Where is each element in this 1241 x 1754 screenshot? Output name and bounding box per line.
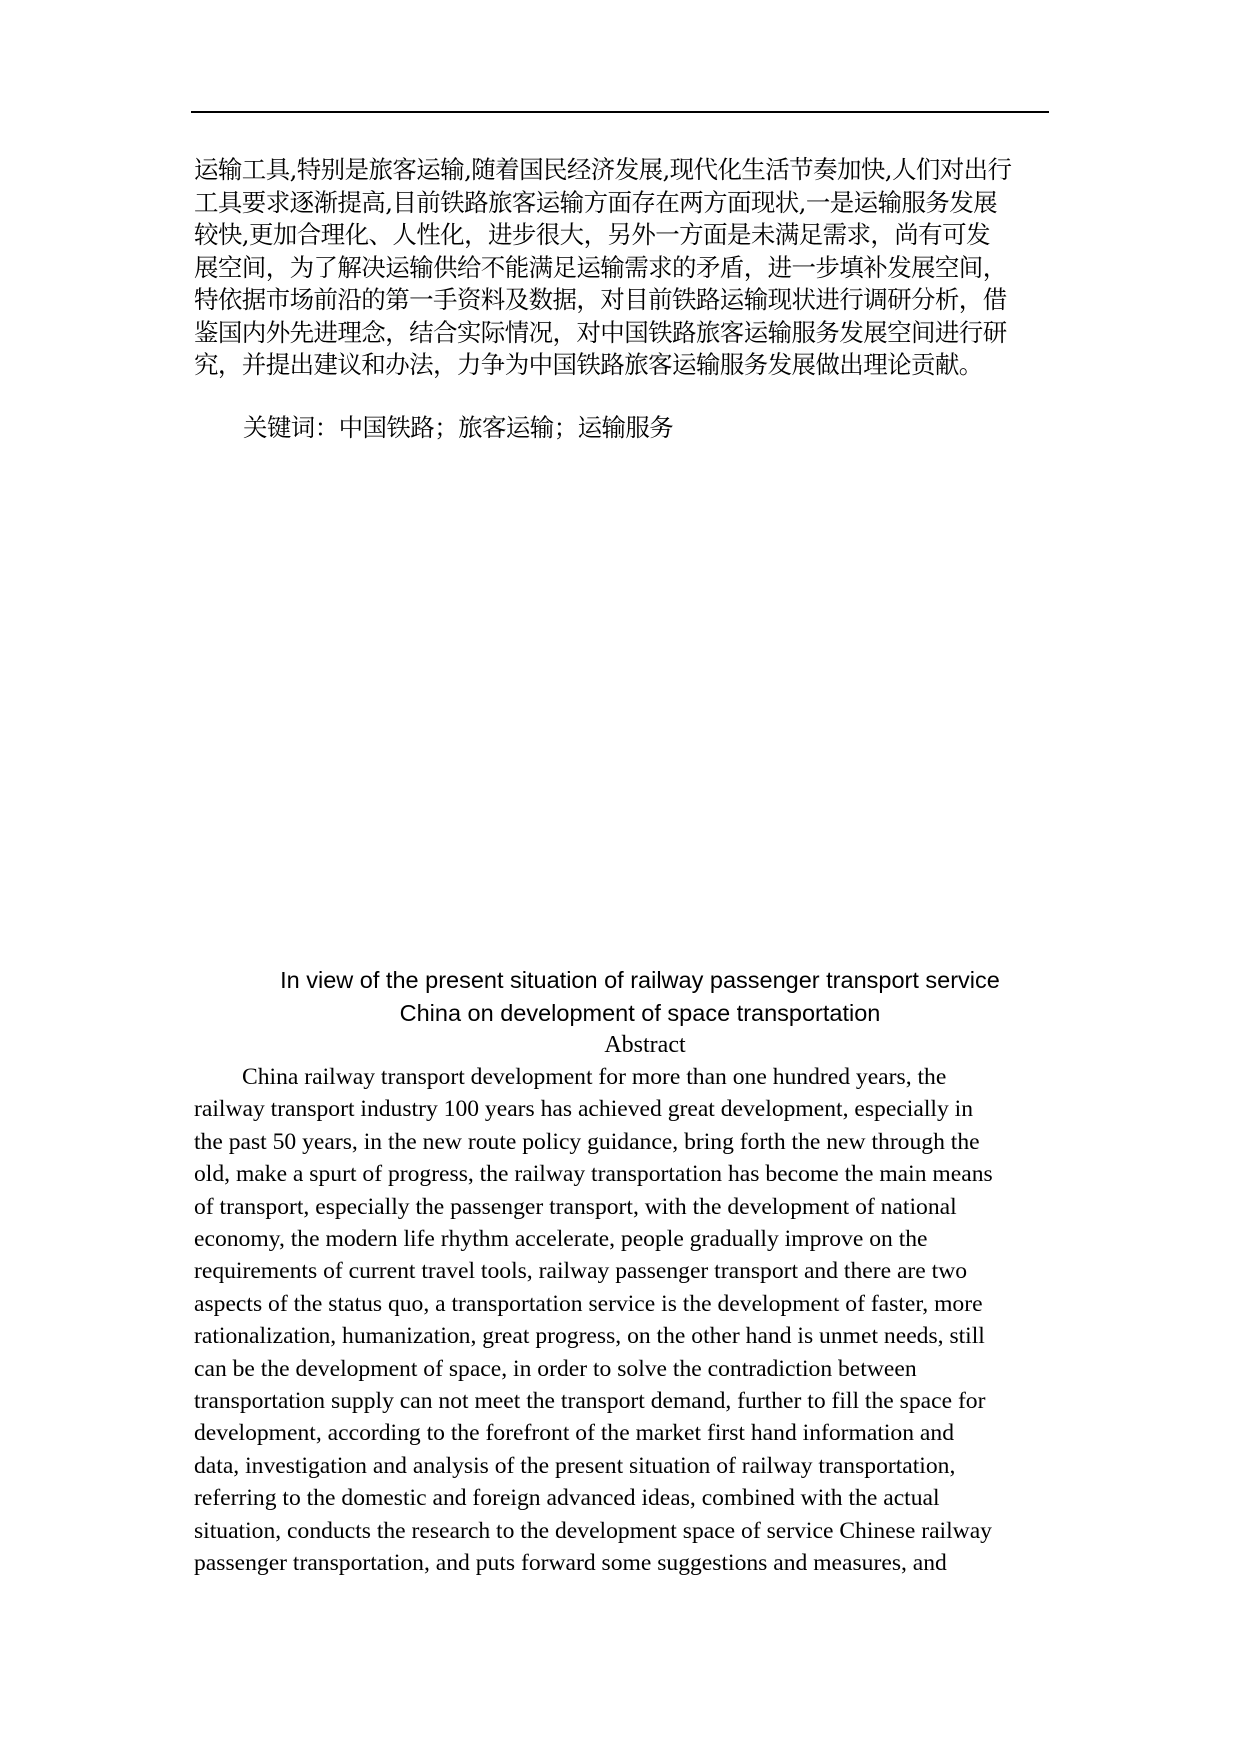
english-title-line: China on development of space transportation <box>399 999 881 1026</box>
chinese-abstract-line: 鉴国内外先进理念，结合实际情况，对中国铁路旅客运输服务发展空间进行研 <box>194 317 1007 347</box>
english-abstract-line: data, investigation and analysis of the present situation of railway transportation, <box>194 1452 956 1479</box>
chinese-abstract-line: 展空间，为了解决运输供给不能满足运输需求的矛盾，进一步填补发展空间， <box>194 252 1007 282</box>
chinese-abstract-body <box>194 154 1046 382</box>
abstract-heading: Abstract <box>604 1032 686 1058</box>
header-rule <box>191 111 1049 113</box>
english-abstract-line: economy, the modern life rhythm accelerate, people gradually improve on the <box>194 1226 928 1253</box>
english-abstract-line: the past 50 years, in the new route policy guidance, bring forth the new through the <box>194 1128 980 1155</box>
english-abstract-line: passenger transportation, and puts forward some suggestions and measures, and <box>194 1550 947 1577</box>
english-abstract-line: railway transport industry 100 years has achieved great development, especially in <box>194 1096 973 1123</box>
english-abstract-line: can be the development of space, in order to solve the contradiction between <box>194 1355 917 1382</box>
english-abstract-line: of transport, especially the passenger transport, with the development of national <box>194 1193 957 1220</box>
english-abstract-body <box>194 1061 1074 1580</box>
english-abstract-line: development, according to the forefront of the market first hand information and <box>194 1420 954 1447</box>
english-abstract-line: old, make a spurt of progress, the railway transportation has become the main means <box>194 1161 993 1188</box>
chinese-abstract-line: 特依据市场前沿的第一手资料及数据，对目前铁路运输现状进行调研分析，借 <box>194 285 1007 314</box>
english-abstract-line: aspects of the status quo, a transportation service is the development of faster, more <box>194 1290 983 1317</box>
chinese-abstract-line: 究，并提出建议和办法，力争为中国铁路旅客运输服务发展做出理论贡献。 <box>194 350 983 379</box>
english-abstract-line: situation, conducts the research to the development space of service Chinese railway <box>194 1517 992 1544</box>
chinese-abstract-line: 较快,更加合理化、人性化，进步很大，另外一方面是未满足需求，尚有可发 <box>194 220 990 249</box>
english-abstract-line: requirements of current travel tools, railway passenger transport and there are two <box>194 1258 968 1285</box>
chinese-abstract-line: 运输工具,特别是旅客运输,随着国民经济发展,现代化生活节奏加快,人们对出行 <box>194 155 1012 184</box>
english-abstract-line: transportation supply can not meet the transport demand, further to fill the space for <box>194 1388 986 1415</box>
english-title <box>180 964 1100 1029</box>
english-abstract-line: rationalization, humanization, great progress, on the other hand is unmet needs, still <box>194 1323 985 1350</box>
english-abstract-line: China railway transport development for more than one hundred years, the <box>242 1064 947 1090</box>
chinese-keywords: 关键词：中国铁路；旅客运输；运输服务 <box>243 413 674 442</box>
chinese-abstract-line: 工具要求逐渐提高,目前铁路旅客运输方面存在两方面现状,一是运输服务发展 <box>194 187 998 217</box>
english-title-line: In view of the present situation of railway passenger transport service <box>280 967 1000 993</box>
english-abstract-line: referring to the domestic and foreign advanced ideas, combined with the actual <box>194 1485 940 1512</box>
